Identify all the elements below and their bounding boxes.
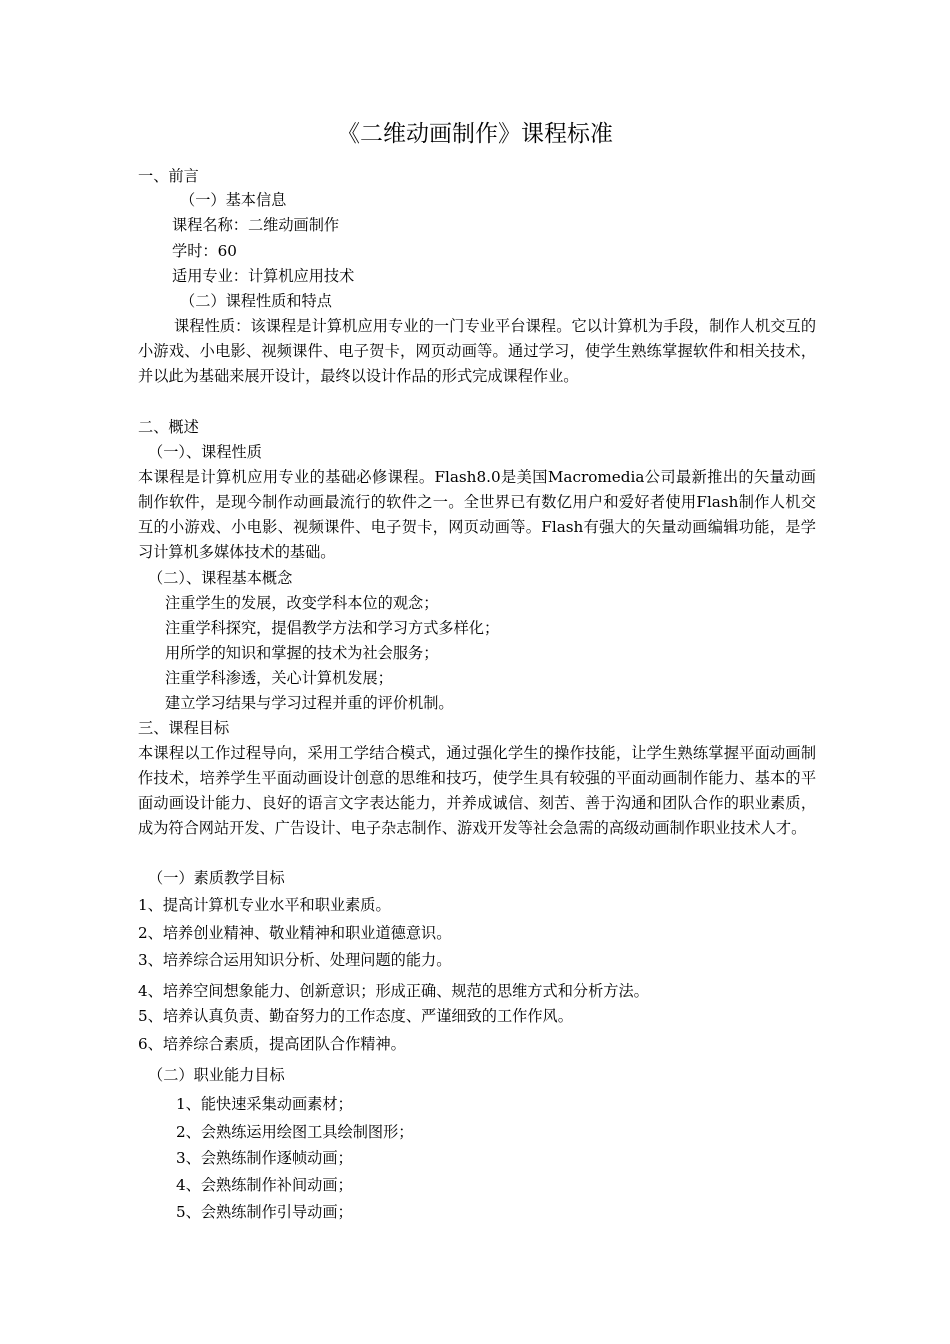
quality-goal-item: 6、培养综合素质，提高团队合作精神。: [138, 1035, 406, 1053]
section-heading-goals: 三、课程目标: [138, 719, 230, 737]
ability-goal-item: 3、会熟练制作逐帧动画；: [176, 1149, 353, 1167]
ability-goal-item: 4、会熟练制作补间动画；: [176, 1176, 353, 1194]
section-heading-overview: 二、概述: [138, 418, 199, 436]
course-nature-paragraph: 课程性质：该课程是计算机应用专业的一门专业平台课程。它以计算机为手段，制作人机交互的小游戏、小电影、视频课件、电子贺卡，网页动画等。通过学习，使学生熟练掌握软件和相关技术，并以此为基础来展开设计，最终以设计作品的形式完成课程作业。: [138, 317, 816, 385]
quality-goal-item: 3、培养综合运用知识分析、处理问题的能力。: [138, 951, 452, 969]
section-heading-preface: 一、前言: [138, 167, 199, 185]
concept-item: 注重学生的发展，改变学科本位的观念；: [165, 594, 439, 612]
ability-goal-item: 2、会熟练运用绘图工具绘制图形；: [176, 1123, 414, 1141]
quality-goal-item: 5、培养认真负责、勤奋努力的工作态度、严谨细致的工作作风。: [138, 1007, 573, 1025]
quality-goal-item: 1、提高计算机专业水平和职业素质。: [138, 896, 391, 914]
subheading-basic-concepts: （二）、课程基本概念: [148, 569, 293, 587]
course-hours-line: 学时：60: [172, 242, 237, 260]
concept-item: 建立学习结果与学习过程并重的评价机制。: [165, 694, 454, 712]
overview-paragraph: 本课程是计算机应用专业的基础必修课程。Flash8.0是美国Macromedia公司最新推出的矢量动画制作软件，是现今制作动画最流行的软件之一。全世界已有数亿用户和爱好者使用Flash制作人机交互的小游戏、小电影、视频课件、电子贺卡，网页动画等。Flash有强大的矢量动画编辑功能，是学习计算机多媒体技术的基础。: [138, 468, 816, 561]
course-major-line: 适用专业：计算机应用技术: [172, 267, 355, 285]
subheading-ability-goals: （二）职业能力目标: [148, 1066, 285, 1084]
subheading-nature-features: （二）课程性质和特点: [180, 292, 332, 310]
concept-item: 用所学的知识和掌握的技术为社会服务；: [165, 644, 439, 662]
quality-goal-item: 2、培养创业精神、敬业精神和职业道德意识。: [138, 924, 452, 942]
concept-item: 注重学科渗透，关心计算机发展；: [165, 669, 393, 687]
quality-goal-item: 4、培养空间想象能力、创新意识；形成正确、规范的思维方式和分析方法。: [138, 982, 649, 1000]
document-title: 《二维动画制作》课程标准: [337, 121, 613, 147]
ability-goal-item: 1、能快速采集动画素材；: [176, 1095, 353, 1113]
subheading-basic-info: （一）基本信息: [180, 191, 287, 209]
subheading-quality-goals: （一）素质教学目标: [148, 869, 285, 887]
subheading-course-nature: （一）、课程性质: [148, 443, 262, 461]
ability-goal-item: 5、会熟练制作引导动画；: [176, 1203, 353, 1221]
goals-paragraph: 本课程以工作过程导向，采用工学结合模式，通过强化学生的操作技能，让学生熟练掌握平面动画制作技术，培养学生平面动画设计创意的思维和技巧，使学生具有较强的平面动画制作能力、基本的平面动画设计能力、良好的语言文字表达能力，并养成诚信、刻苦、善于沟通和团队合作的职业素质，成为符合网站开发、广告设计、电子杂志制作、游戏开发等社会急需的高级动画制作职业技术人才。: [138, 744, 816, 837]
concept-item: 注重学科探究，提倡教学方法和学习方式多样化；: [165, 619, 500, 637]
course-name-line: 课程名称：二维动画制作: [172, 216, 340, 234]
